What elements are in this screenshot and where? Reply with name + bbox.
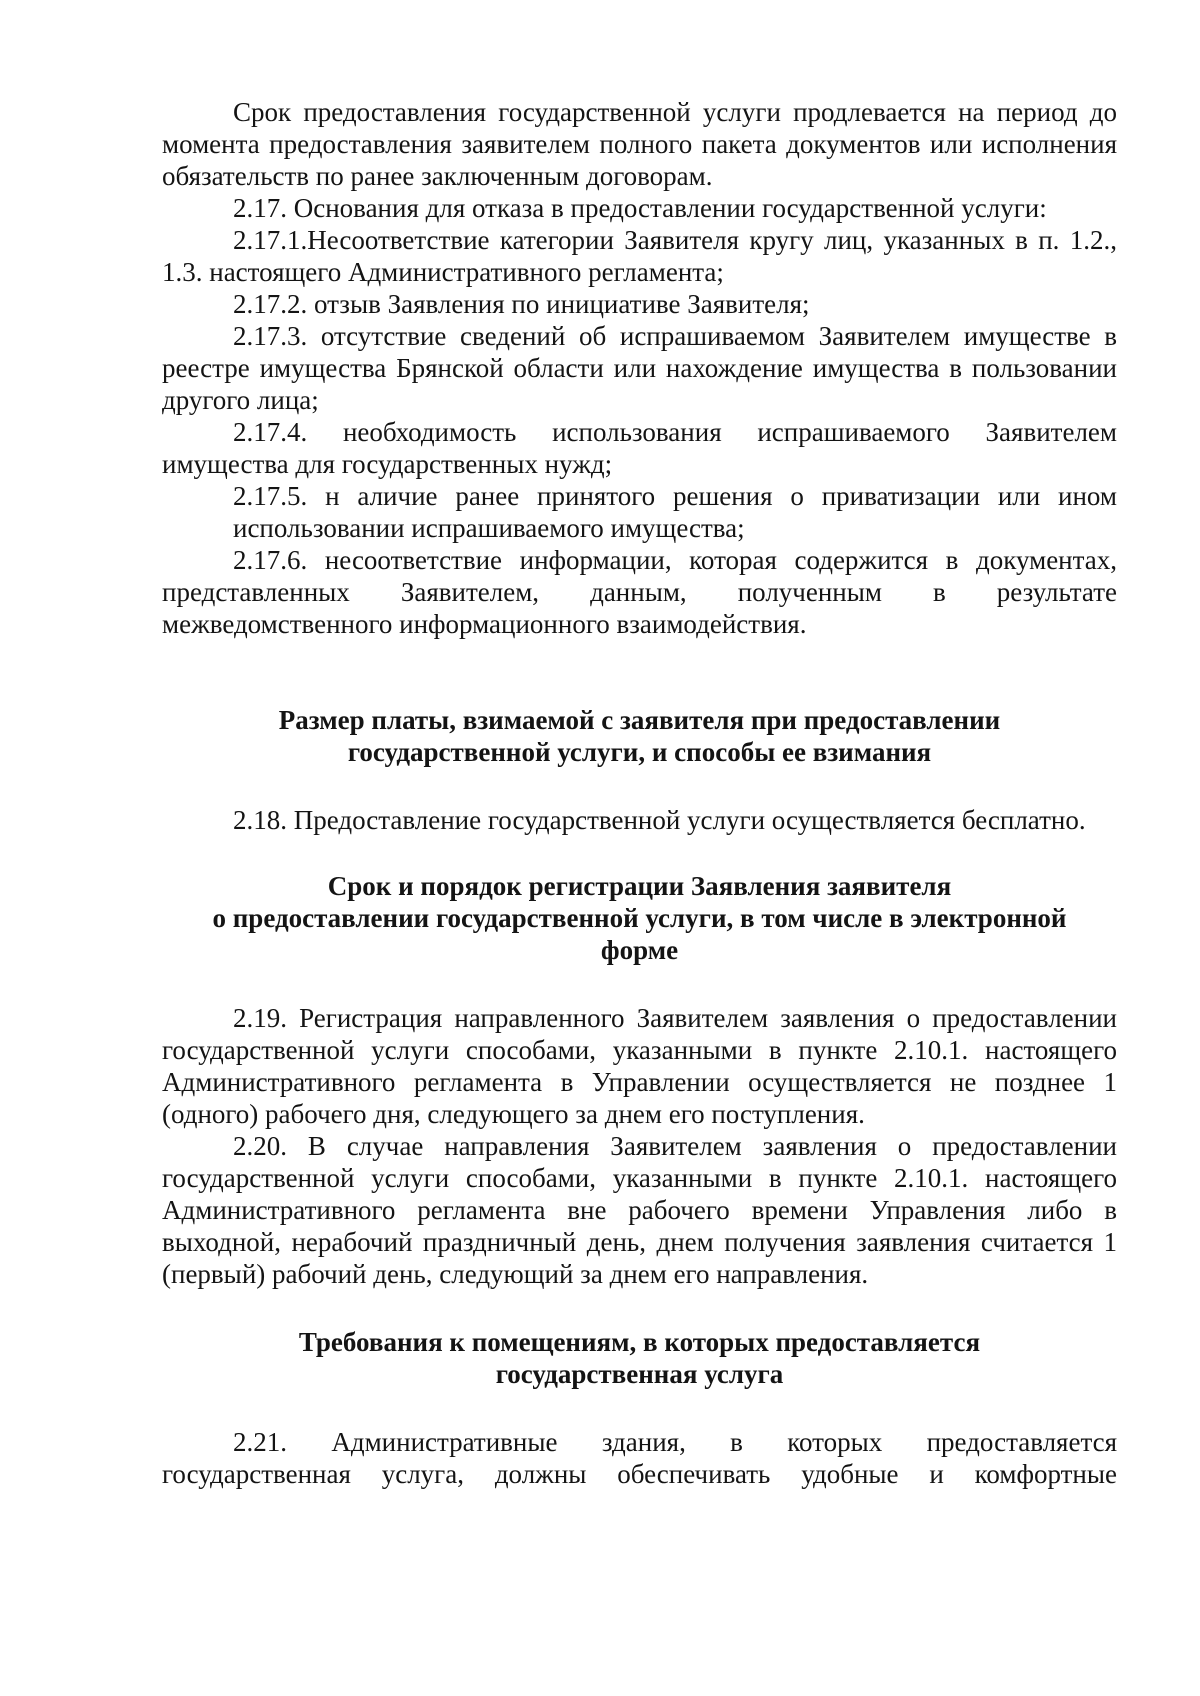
spacer: [162, 640, 1117, 704]
spacer: [162, 1290, 1117, 1326]
paragraph-intro: Срок предоставления государственной услуги продлевается на период до момента предоставления заявителем полного пакета документов или исполнения обязательств по ранее заключенным договорам.: [162, 97, 1117, 191]
heading-registration: [162, 870, 1117, 966]
heading-fee: [162, 704, 1117, 768]
paragraph-2-17-2: 2.17.2. отзыв Заявления по инициативе Заявителя;: [233, 289, 810, 319]
paragraph-2-21: 2.21. Административные здания, в которых предоставляется государственная услуга, должны обеспечивать удобные и комфортные: [162, 1427, 1117, 1489]
heading-fee-line2: государственной услуги, и способы ее взимания: [347, 737, 932, 767]
spacer: [162, 768, 1117, 804]
paragraph-2-17-5: 2.17.5. н аличие ранее принятого решения о приватизации или ином использовании испрашиваемого имущества;: [233, 481, 1117, 543]
paragraph-2-17-6: 2.17.6. несоответствие информации, которая содержится в документах, представленных Заявителем, данным, полученным в результате межведомственного информационного взаимодействия.: [162, 545, 1117, 639]
paragraph-2-19: 2.19. Регистрация направленного Заявителем заявления о предоставлении государственной услуги способами, указанными в пункте 2.10.1. настоящего Административного регламента в Управлении осуществляется не позднее 1 (одного) рабочего дня, следующего за днем его поступления.: [162, 1003, 1117, 1129]
paragraph-2-18: 2.18. Предоставление государственной услуги осуществляется бесплатно.: [233, 805, 1086, 835]
paragraph-2-17: 2.17. Основания для отказа в предоставлении государственной услуги:: [233, 193, 1047, 223]
paragraph-2-17-1: 2.17.1.Несоответствие категории Заявителя кругу лиц, указанных в п. 1.2., 1.3. настоящего Административного регламента;: [162, 225, 1117, 287]
heading-registration-line3: форме: [600, 935, 679, 965]
spacer: [162, 1390, 1117, 1426]
heading-registration-line1: Срок и порядок регистрации Заявления заявителя: [327, 871, 952, 901]
heading-registration-line2: о предоставлении государственной услуги, в том числе в электронной: [212, 903, 1067, 933]
heading-premises: [162, 1326, 1117, 1390]
paragraph-2-17-3: 2.17.3. отсутствие сведений об испрашиваемом Заявителем имуществе в реестре имущества Брянской области или нахождение имущества в пользовании другого лица;: [162, 321, 1117, 415]
spacer: [162, 836, 1117, 870]
heading-premises-line2: государственная услуга: [495, 1359, 784, 1389]
spacer: [162, 966, 1117, 1002]
heading-fee-line1: Размер платы, взимаемой с заявителя при предоставлении: [278, 705, 1001, 735]
heading-premises-line1: Требования к помещениям, в которых предоставляется: [298, 1327, 981, 1357]
paragraph-2-20: 2.20. В случае направления Заявителем заявления о предоставлении государственной услуги способами, указанными в пункте 2.10.1. настоящего Административного регламента вне рабочего времени Управления либо в выходной, нерабочий праздничный день, днем получения заявления считается 1 (первый) рабочий день, следующий за днем его направления.: [162, 1131, 1117, 1289]
paragraph-2-17-4: 2.17.4. необходимость использования испрашиваемого Заявителем имущества для государственных нужд;: [162, 417, 1117, 479]
document-page: [162, 96, 1117, 1490]
